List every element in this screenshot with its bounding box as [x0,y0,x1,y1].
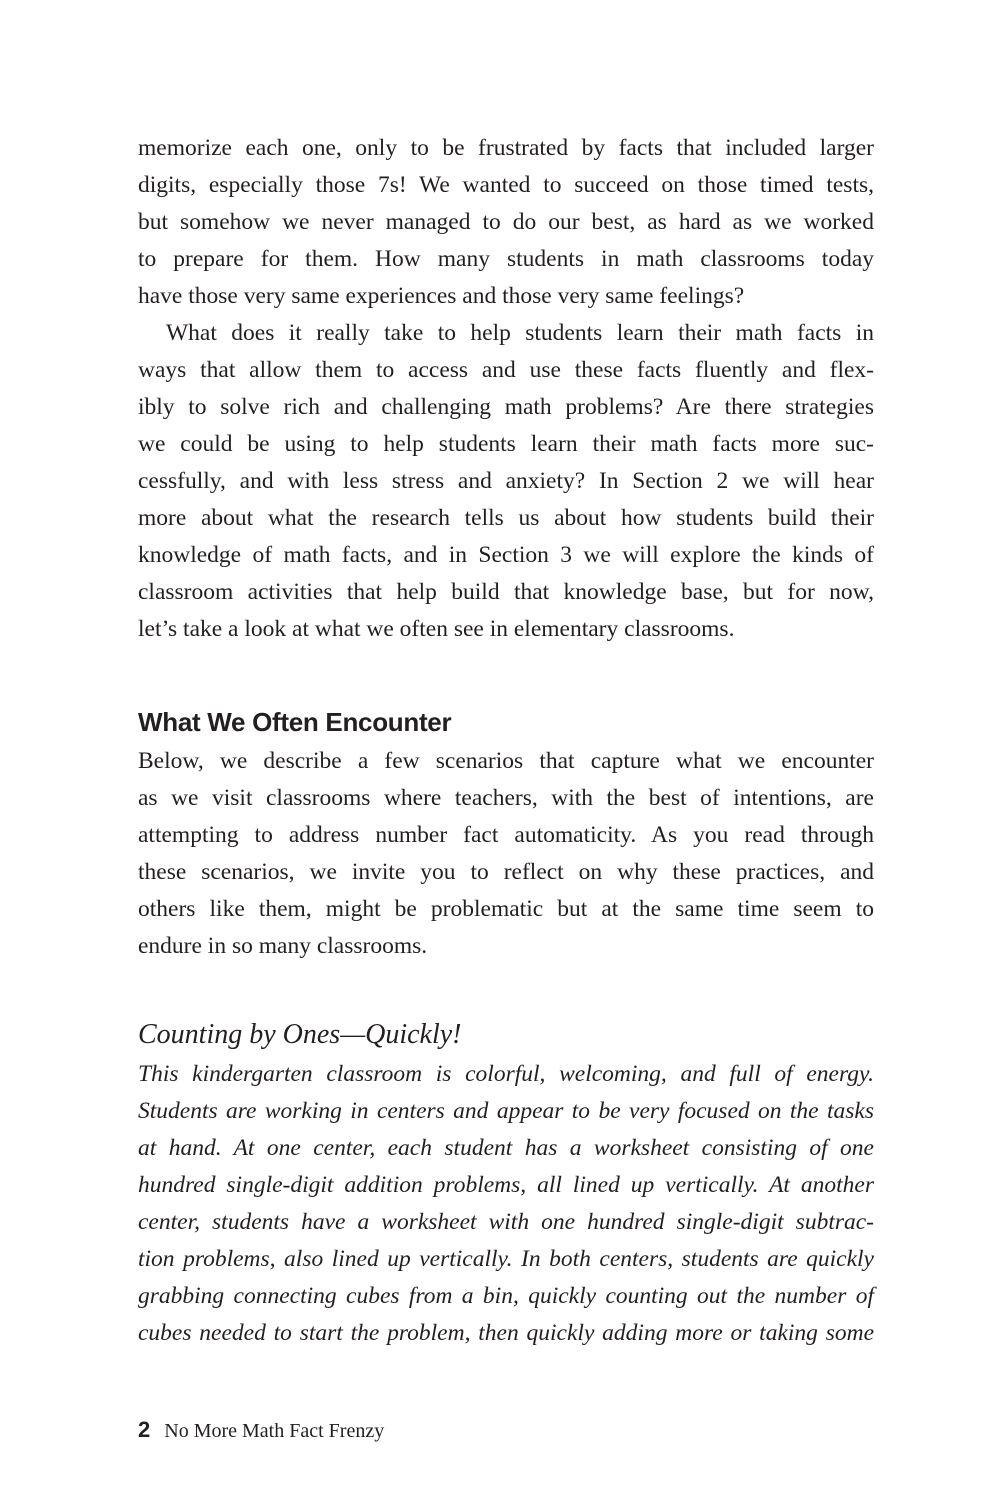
text-line: attempting to address number fact automaticity. As you read through [138,822,874,848]
scenario-heading: Counting by Ones—Quickly! [138,1019,462,1050]
text-line: have those very same experiences and those very same feelings? [138,283,745,309]
text-line: digits, especially those 7s! We wanted to succeed on those timed tests, [138,172,874,198]
text-line: endure in so many classrooms. [138,933,428,959]
text-line: Students are working in centers and appear to be very focused on the tasks [138,1098,874,1124]
text-line: What does it really take to help students learn their math facts in [166,320,874,346]
text-line: let’s take a look at what we often see in elementary classrooms. [138,616,735,642]
text-line: at hand. At one center, each student has a worksheet consisting of one [138,1135,874,1161]
text-line: as we visit classrooms where teachers, with the best of intentions, are [138,785,874,811]
text-line: ibly to solve rich and challenging math problems? Are there strategies [138,394,874,420]
text-line: hundred single-digit addition problems, all lined up vertically. At another [138,1172,874,1198]
text-line: Below, we describe a few scenarios that capture what we encounter [138,748,874,774]
text-line: ways that allow them to access and use these facts fluently and flex- [138,357,874,383]
text-line: tion problems, also lined up vertically. In both centers, students are quickly [138,1246,874,1272]
page-footer [138,1417,384,1445]
page-number: 2 [138,1417,151,1442]
section-heading: What We Often Encounter [138,707,452,737]
text-line: but somehow we never managed to do our best, as hard as we worked [138,209,874,235]
text-line: others like them, might be problematic but at the same time seem to [138,896,874,922]
text-line: center, students have a worksheet with one hundred single-digit subtrac- [138,1209,874,1235]
text-line: cessfully, and with less stress and anxiety? In Section 2 we will hear [138,468,874,494]
running-title: No More Math Fact Frenzy [164,1420,385,1442]
text-line: we could be using to help students learn their math facts more suc- [138,431,874,457]
text-line: more about what the research tells us about how students build their [138,505,874,531]
text-line: knowledge of math facts, and in Section 3 we will explore the kinds of [138,542,874,568]
text-line: This kindergarten classroom is colorful, welcoming, and full of energy. [138,1061,874,1087]
text-line: to prepare for them. How many students in math classrooms today [138,246,874,272]
text-line: grabbing connecting cubes from a bin, quickly counting out the number of [138,1283,874,1309]
text-line: classroom activities that help build that knowledge base, but for now, [138,579,874,605]
text-line: these scenarios, we invite you to reflect on why these practices, and [138,859,874,885]
text-line: cubes needed to start the problem, then quickly adding more or taking some [138,1320,874,1346]
text-line: memorize each one, only to be frustrated by facts that included larger [138,135,874,161]
